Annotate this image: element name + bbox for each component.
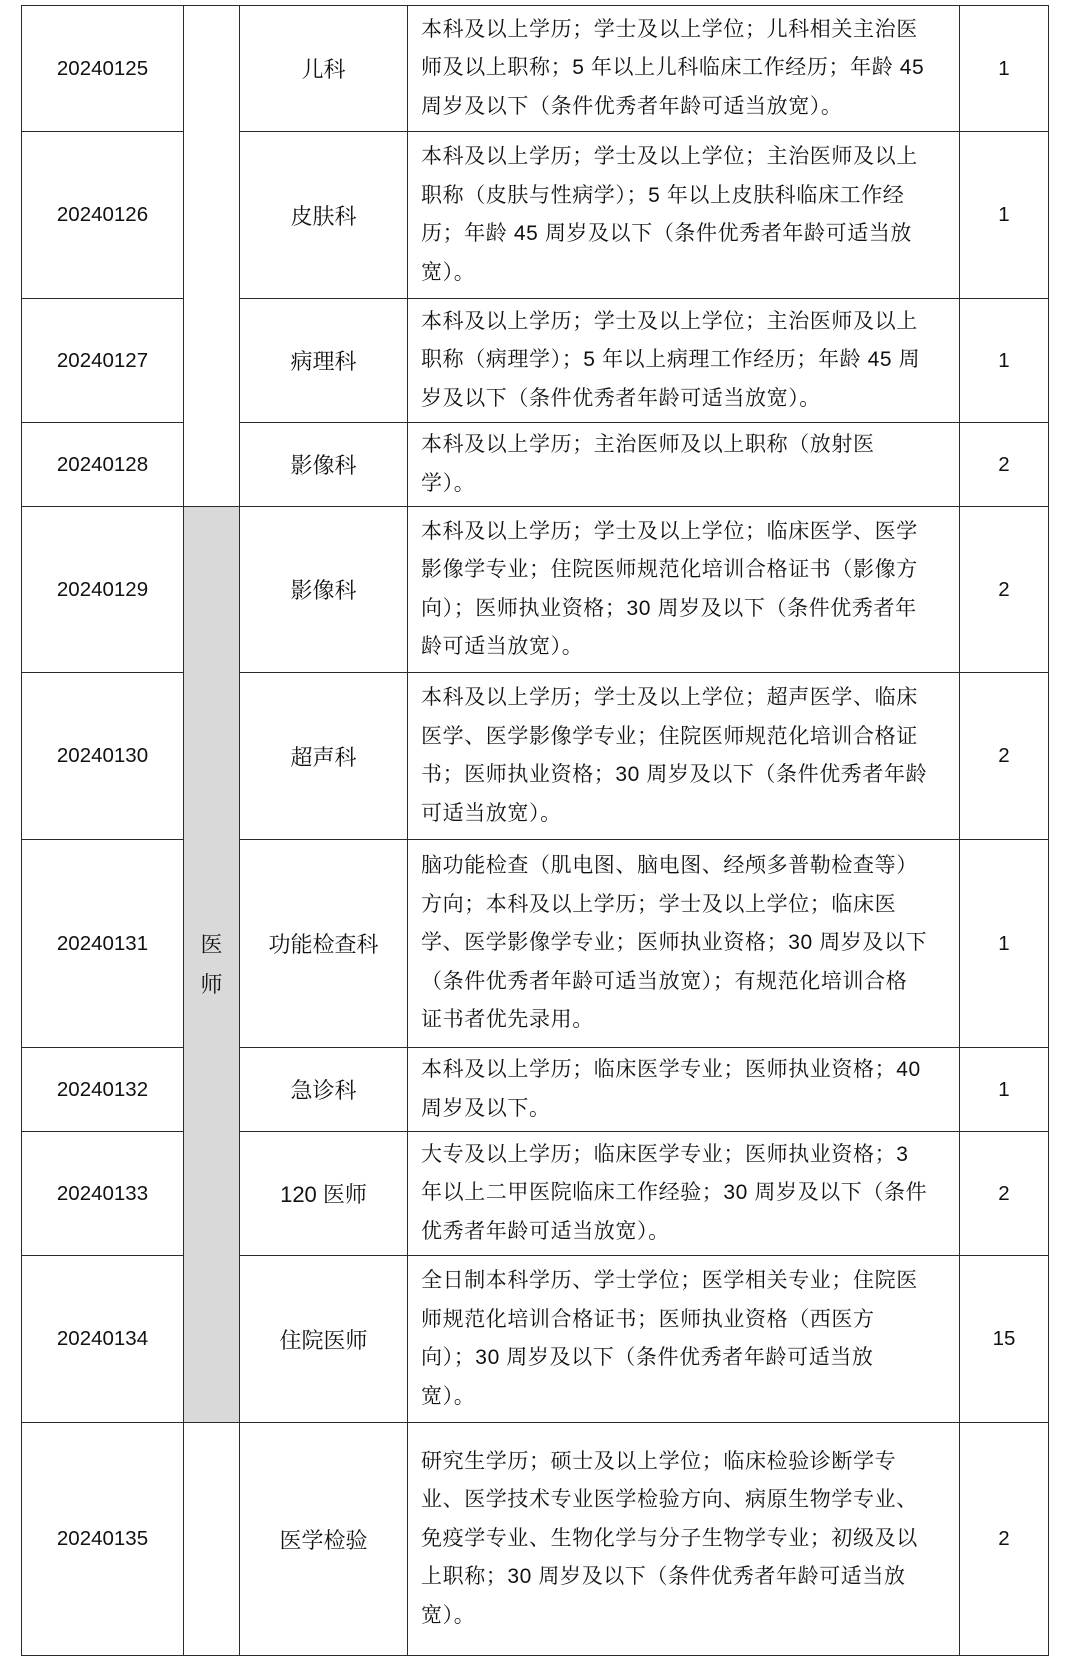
recruitment-table xyxy=(21,5,1049,1656)
position-code: 20240135 xyxy=(22,1423,184,1656)
position-code: 20240126 xyxy=(22,132,184,299)
requirements-cell xyxy=(408,507,960,673)
requirement-line: 宽）。 xyxy=(421,1384,476,1408)
headcount: 2 xyxy=(960,673,1049,840)
requirement-line: 学）。 xyxy=(421,471,476,495)
requirements-cell xyxy=(408,299,960,423)
headcount: 15 xyxy=(960,1256,1049,1423)
category-label: 医师 xyxy=(200,931,223,997)
department-name: 儿科 xyxy=(240,6,408,132)
department-name: 影像科 xyxy=(240,507,408,673)
department-name: 功能检查科 xyxy=(240,840,408,1048)
category-cell-empty xyxy=(184,1423,240,1656)
requirement-line: 宽）。 xyxy=(421,1603,476,1627)
requirement-line: 优秀者年龄可适当放宽）。 xyxy=(421,1219,670,1243)
requirement-line: 书；医师执业资格；30 周岁及以下（条件优秀者年龄 xyxy=(421,763,928,786)
position-code: 20240128 xyxy=(22,423,184,507)
department-name: 120 医师 xyxy=(240,1132,408,1256)
requirements-cell xyxy=(408,6,960,132)
requirements-cell xyxy=(408,1048,960,1132)
table-row xyxy=(22,507,1049,673)
headcount: 1 xyxy=(960,132,1049,299)
department-name: 住院医师 xyxy=(240,1256,408,1423)
requirement-line: 可适当放宽）。 xyxy=(421,801,562,825)
requirements-cell xyxy=(408,132,960,299)
table-row xyxy=(22,6,1049,132)
requirement-line: 本科及以上学历；学士及以上学位；临床医学、医学 xyxy=(421,519,918,543)
department-name: 影像科 xyxy=(240,423,408,507)
requirement-line: 年以上二甲医院临床工作经验；30 周岁及以下（条件 xyxy=(421,1181,928,1205)
requirements-cell xyxy=(408,423,960,507)
position-code: 20240133 xyxy=(22,1132,184,1256)
requirement-line: 向）；30 周岁及以下（条件优秀者年龄可适当放 xyxy=(421,1346,874,1369)
requirement-line: 师及以上职称；5 年以上儿科临床工作经历；年龄 45 xyxy=(421,56,925,80)
department-name: 急诊科 xyxy=(240,1048,408,1132)
requirement-line: 脑功能检查（肌电图、脑电图、经颅多普勒检查等） xyxy=(421,854,918,878)
table-row xyxy=(22,1048,1049,1132)
requirement-line: 师规范化培训合格证书；医师执业资格（西医方 xyxy=(421,1307,875,1331)
table-row xyxy=(22,673,1049,840)
position-code: 20240132 xyxy=(22,1048,184,1132)
headcount: 1 xyxy=(960,840,1049,1048)
requirement-line: 证书者优先录用。 xyxy=(421,1008,594,1032)
position-code: 20240127 xyxy=(22,299,184,423)
requirement-line: 上职称；30 周岁及以下（条件优秀者年龄可适当放 xyxy=(421,1565,906,1589)
headcount: 1 xyxy=(960,299,1049,423)
headcount: 2 xyxy=(960,423,1049,507)
table-row xyxy=(22,1132,1049,1256)
requirement-line: 职称（皮肤与性病学）；5 年以上皮肤科临床工作经 xyxy=(421,183,905,207)
requirement-line: 全日制本科学历、学士学位；医学相关专业；住院医 xyxy=(421,1269,918,1292)
requirement-line: 本科及以上学历；主治医师及以上职称（放射医 xyxy=(421,433,875,456)
department-name: 皮肤科 xyxy=(240,132,408,299)
department-name: 医学检验 xyxy=(240,1423,408,1656)
department-name: 超声科 xyxy=(240,673,408,840)
table-body xyxy=(22,6,1049,1656)
position-code: 20240130 xyxy=(22,673,184,840)
requirement-line: 影像学专业；住院医师规范化培训合格证书（影像方 xyxy=(421,558,918,581)
table-row xyxy=(22,132,1049,299)
headcount: 1 xyxy=(960,1048,1049,1132)
requirement-line: 宽）。 xyxy=(421,260,476,284)
table-row xyxy=(22,423,1049,507)
headcount: 2 xyxy=(960,507,1049,673)
requirement-line: 免疫学专业、生物化学与分子生物学专业；初级及以 xyxy=(421,1526,918,1550)
table-row xyxy=(22,1256,1049,1423)
requirement-line: 周岁及以下（条件优秀者年龄可适当放宽）。 xyxy=(421,94,843,118)
headcount: 2 xyxy=(960,1132,1049,1256)
table-row xyxy=(22,840,1049,1048)
requirement-line: 岁及以下（条件优秀者年龄可适当放宽）。 xyxy=(421,386,821,410)
headcount: 2 xyxy=(960,1423,1049,1656)
department-name: 病理科 xyxy=(240,299,408,423)
position-code: 20240129 xyxy=(22,507,184,673)
requirements-cell xyxy=(408,840,960,1048)
requirement-line: 职称（病理学）；5 年以上病理工作经历；年龄 45 周 xyxy=(421,348,921,372)
requirement-line: 本科及以上学历；临床医学专业；医师执业资格；40 xyxy=(421,1058,921,1081)
requirement-line: 历；年龄 45 周岁及以下（条件优秀者年龄可适当放 xyxy=(421,222,913,245)
requirements-cell xyxy=(408,1256,960,1423)
table-row xyxy=(22,1423,1049,1656)
position-code: 20240134 xyxy=(22,1256,184,1423)
position-code: 20240125 xyxy=(22,6,184,132)
requirement-line: 研究生学历；硕士及以上学位；临床检验诊断学专 xyxy=(421,1449,897,1473)
position-code: 20240131 xyxy=(22,840,184,1048)
requirement-line: 向）；医师执业资格；30 周岁及以下（条件优秀者年 xyxy=(421,596,917,620)
requirement-line: 大专及以上学历；临床医学专业；医师执业资格；3 xyxy=(421,1142,909,1166)
requirements-cell xyxy=(408,1423,960,1656)
category-cell-empty xyxy=(184,6,240,507)
table-row xyxy=(22,299,1049,423)
requirement-line: 方向；本科及以上学历；学士及以上学位；临床医 xyxy=(421,892,897,916)
requirements-cell xyxy=(408,673,960,840)
requirement-line: 本科及以上学历；学士及以上学位；儿科相关主治医 xyxy=(421,17,918,41)
requirements-cell xyxy=(408,1132,960,1256)
requirement-line: 业、医学技术专业医学检验方向、病原生物学专业、 xyxy=(421,1488,918,1512)
requirement-line: 本科及以上学历；学士及以上学位；主治医师及以上 xyxy=(421,309,918,333)
requirement-line: 龄可适当放宽）。 xyxy=(421,635,584,658)
requirement-line: 周岁及以下。 xyxy=(421,1096,551,1120)
headcount: 1 xyxy=(960,6,1049,132)
requirement-line: （条件优秀者年龄可适当放宽）；有规范化培训合格 xyxy=(421,969,908,993)
requirement-line: 医学、医学影像学专业；住院医师规范化培训合格证 xyxy=(421,724,918,748)
requirement-line: 本科及以上学历；学士及以上学位；主治医师及以上 xyxy=(421,145,918,168)
category-cell xyxy=(184,507,240,1423)
requirement-line: 本科及以上学历；学士及以上学位；超声医学、临床 xyxy=(421,686,918,709)
requirement-line: 学、医学影像学专业；医师执业资格；30 周岁及以下 xyxy=(421,931,928,955)
